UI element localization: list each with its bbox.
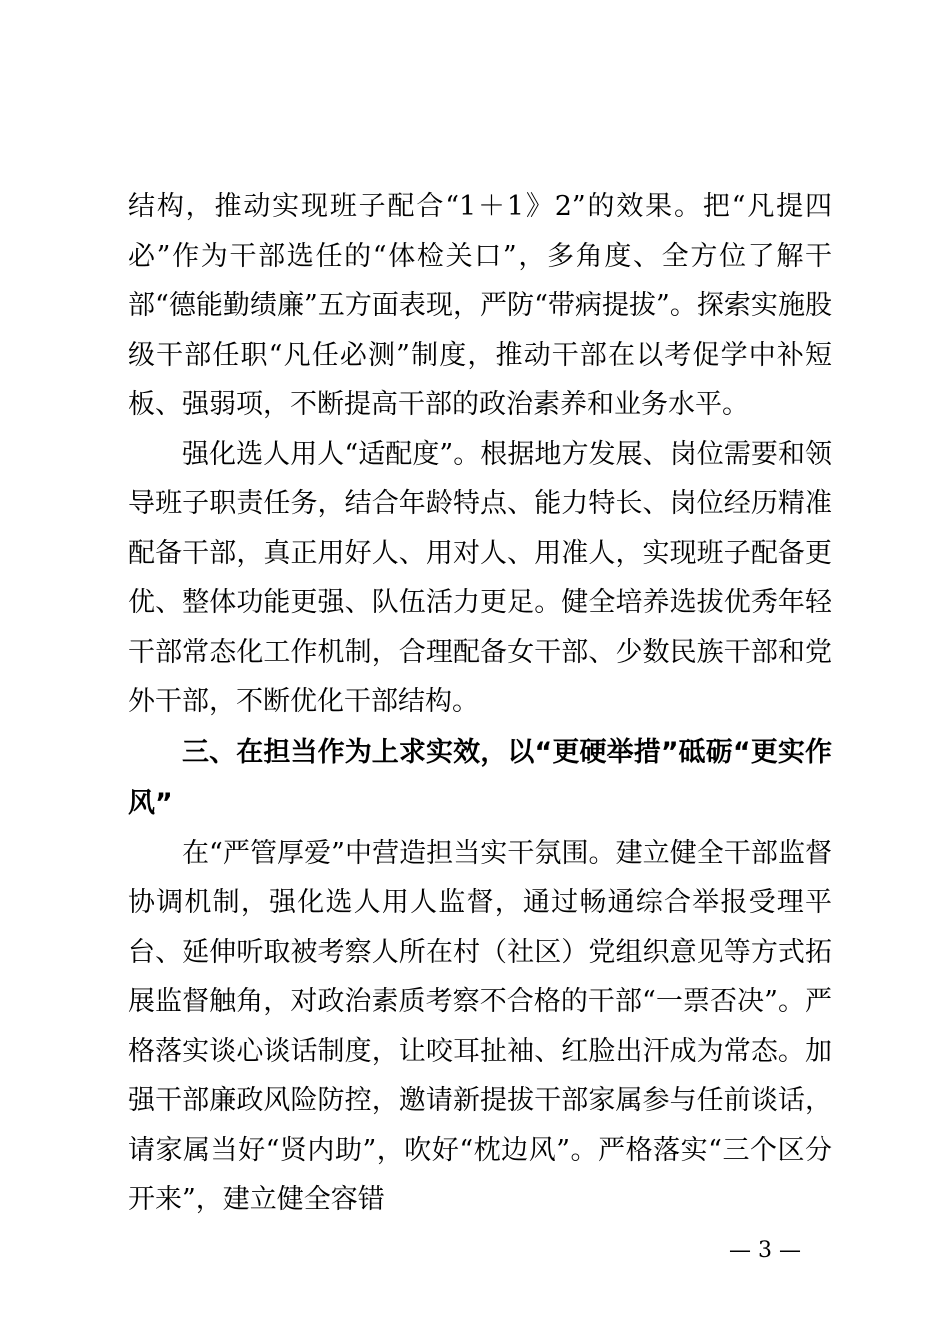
document-body: [128, 182, 832, 1225]
paragraph-cadre-selection-continued: 结构，推动实现班子配合“1＋1》2”的效果。把“凡提四必”作为干部选任的“体检关口”，多角度、全方位了解干部“德能勤绩廉”五方面表现，严防“带病提拔”。探索实施股级干部任职“凡任必测”制度，推动干部在以考促学中补短板、强弱项，不断提高干部的政治素养和业务水平。: [128, 191, 832, 420]
section-heading-three: 三、在担当作为上求实效，以“更硬举措”砥砺“更实作风”: [128, 736, 832, 819]
page-number: — 3 —: [729, 1238, 801, 1263]
paragraph-appointment-fit: 强化选人用人“适配度”。根据地方发展、岗位需要和领导班子职责任务，结合年龄特点、能力特长、岗位经历精准配备干部，真正用好人、用对人、用准人，实现班子配备更优、整体功能更强、队伍活力更足。健全培养选拔优秀年轻干部常态化工作机制，合理配备女干部、少数民族干部和党外干部，不断优化干部结构。: [128, 438, 832, 717]
paragraph-strict-management: 在“严管厚爱”中营造担当实干氛围。建立健全干部监督协调机制，强化选人用人监督，通过畅通综合举报受理平台、延伸听取被考察人所在村（社区）党组织意见等方式拓展监督触角，对政治素质考察不合格的干部“一票否决”。严格落实谈心谈话制度，让咬耳扯袖、红脸出汗成为常态。加强干部廉政风险防控，邀请新提拔干部家属参与任前谈话，请家属当好“贤内助”，吹好“枕边风”。严格落实“三个区分开来”，建立健全容错: [128, 837, 832, 1215]
